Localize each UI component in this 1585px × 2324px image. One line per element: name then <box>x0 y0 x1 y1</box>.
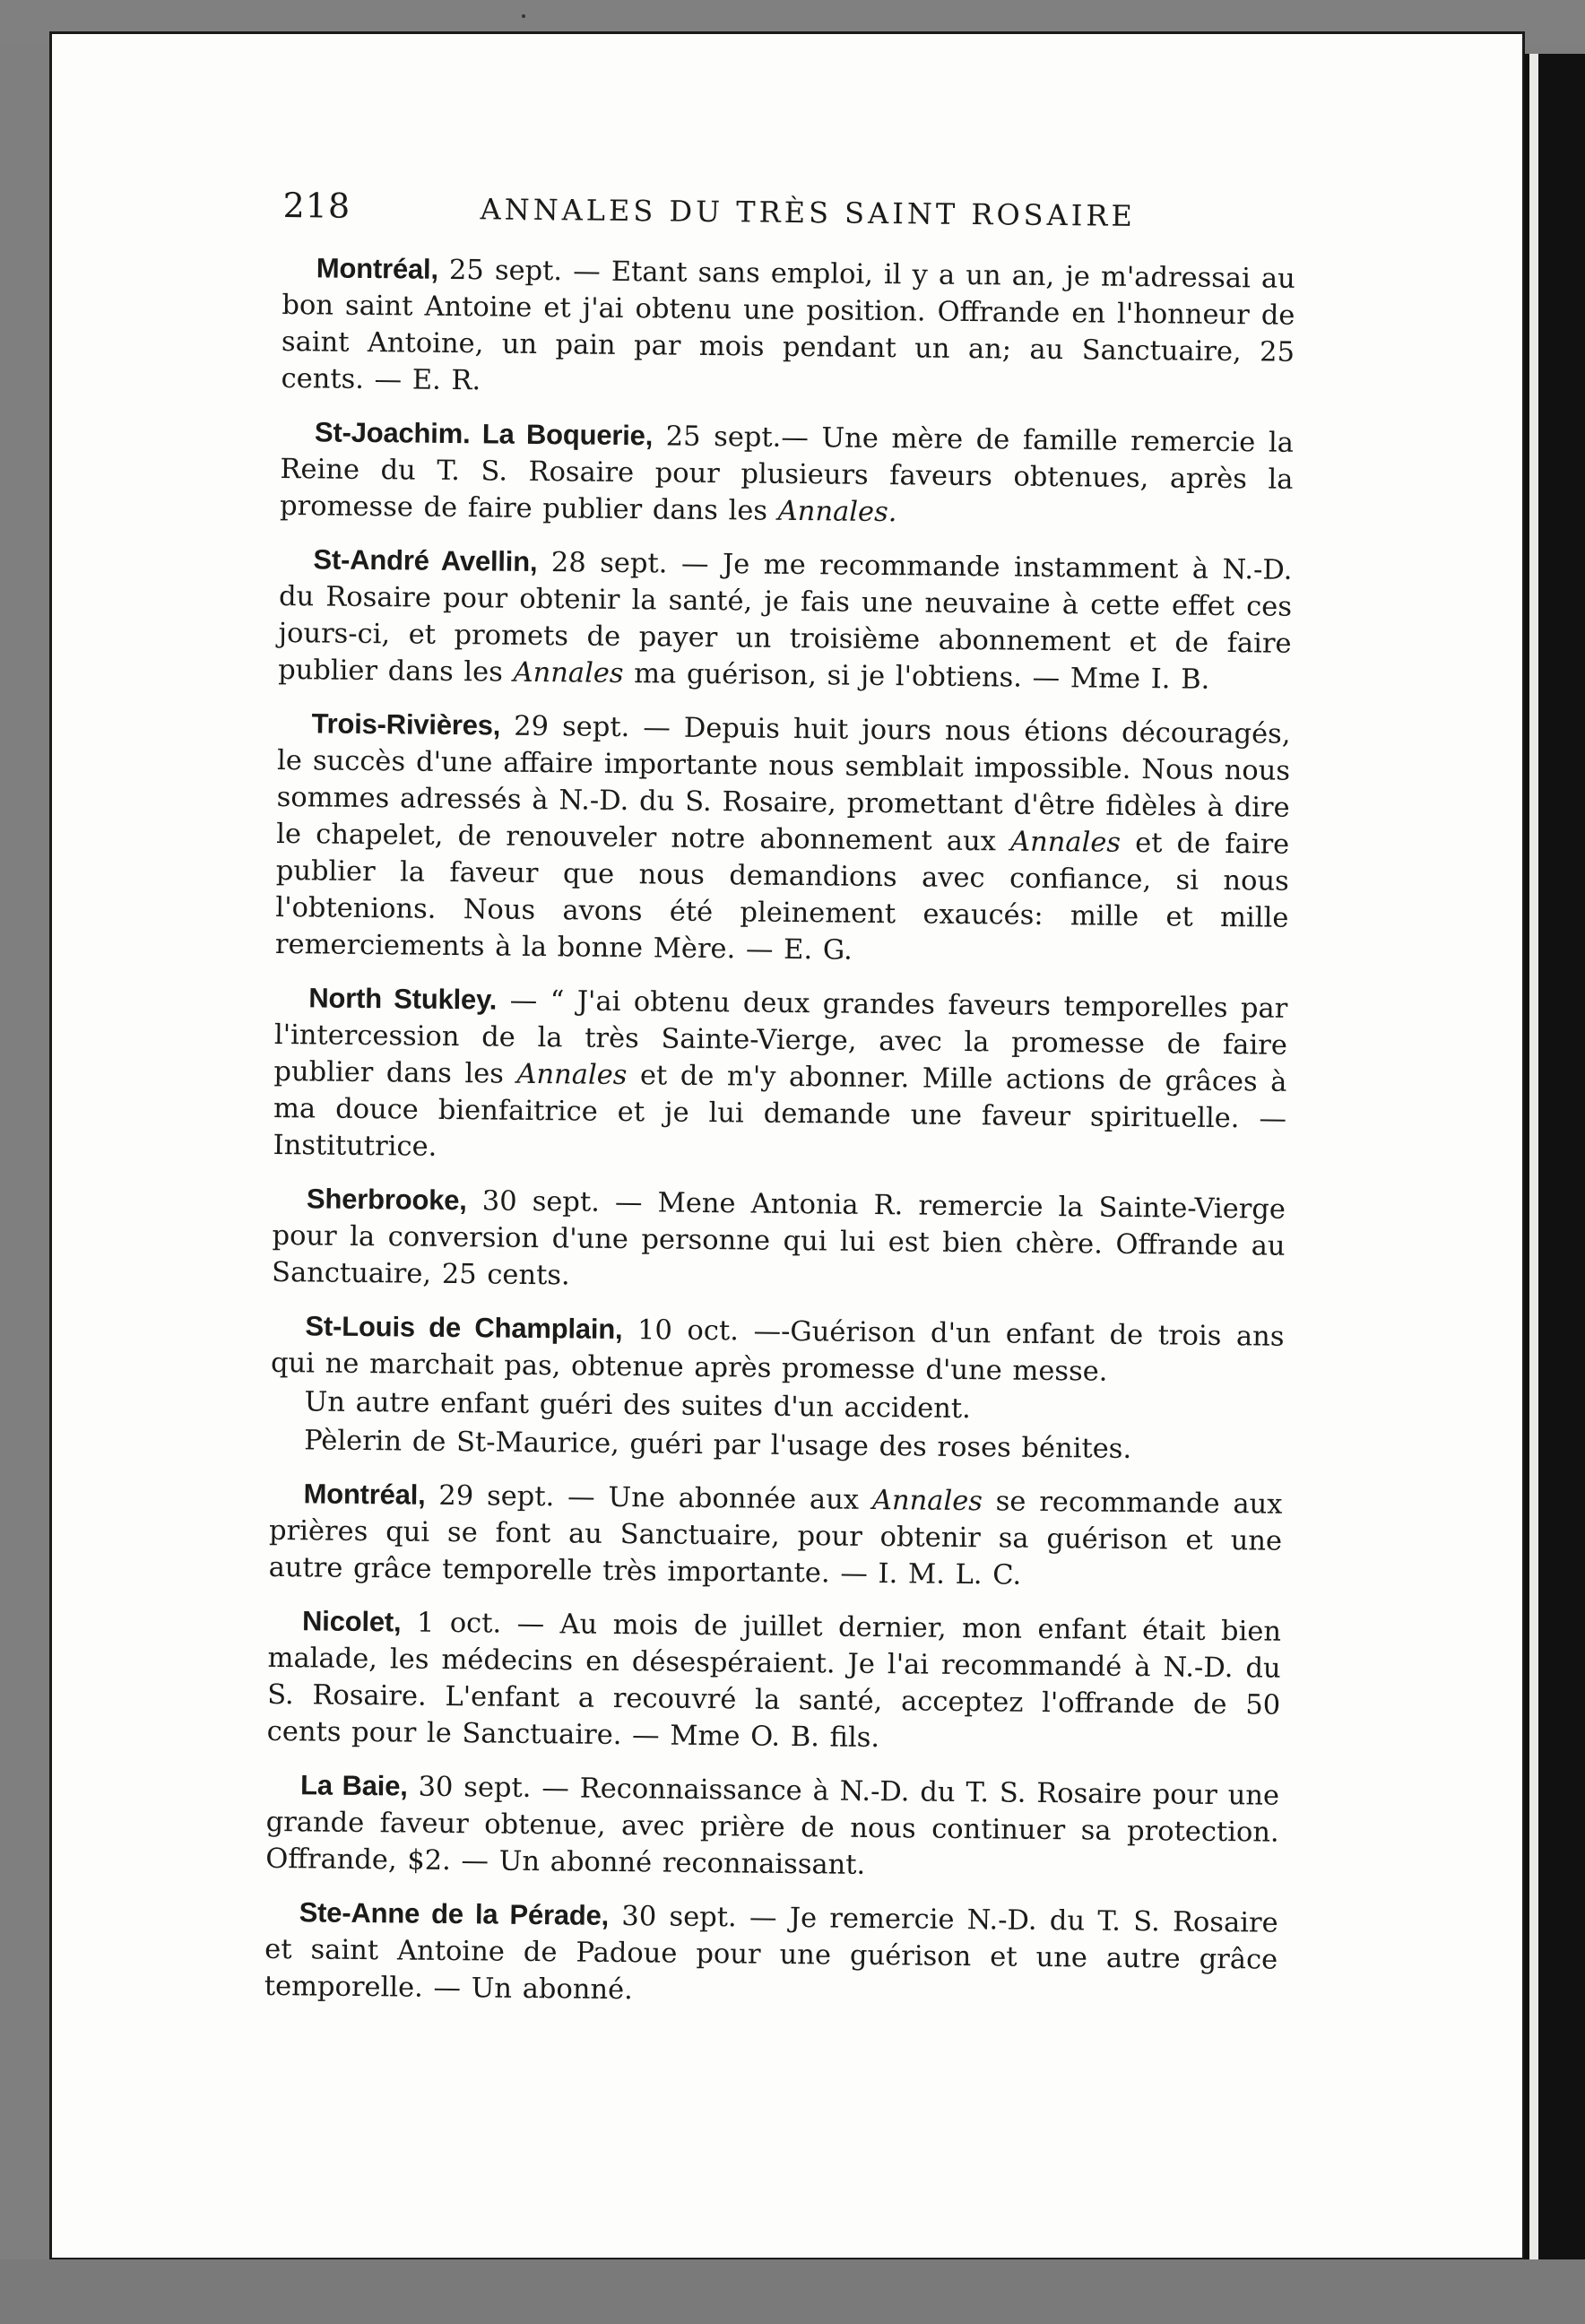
entry-ste-anne-de-la-perade <box>264 1894 1278 2016</box>
entry-nicolet <box>267 1602 1282 1761</box>
entry-st-andre-avellin <box>278 541 1293 699</box>
page-header <box>282 172 1296 255</box>
entry-montreal-2 <box>268 1475 1282 1597</box>
entry-italic-title: Annales <box>871 1484 983 1518</box>
entry-place: St-André Avellin, <box>313 543 538 577</box>
entry-text: 1 oct. — Au mois de juillet dernier, mon enfant était bien malade, les médecins en désespéraient. Je l'ai recommandé à N.-D. du S. Rosaire. L'enfant a recouvré la santé, acceptez l'offrande de 50 cents pour le Sanctuaire. — Mme O. B. fils. <box>266 1607 1282 1755</box>
entry-text: 10 oct. —-Guérison d'un enfant de trois ans qui ne marchait pas, obtenue après promesse d'une messe. <box>270 1314 1285 1388</box>
entry-italic-title: Annales. <box>777 495 897 529</box>
entry-place: Sherbrooke, <box>306 1183 467 1217</box>
entry-sherbrooke <box>272 1180 1286 1302</box>
entry-text: 29 sept. — Depuis huit jours nous étions découragés, le succès d'une affaire importante nous semblait impossible. Nous nous sommes adressés à N.-D. du S. Rosaire, promettant d'être fidèles à dire le chapelet, de renouveler notre abonnement aux <box>276 710 1291 858</box>
entry-place: La Baie, <box>299 1769 408 1802</box>
entry-place: St-Joachim. La Boquerie, <box>314 416 654 452</box>
entry-text: Un autre enfant guéri des suites d'un accident. <box>304 1386 972 1426</box>
entry-north-stukley <box>273 979 1287 1175</box>
entry-italic-title: Annales <box>1009 826 1122 859</box>
entry-st-joachim <box>280 413 1294 535</box>
entry-trois-rivieres <box>275 705 1291 974</box>
entry-place: Montréal, <box>316 252 439 285</box>
entry-place: Montréal, <box>303 1478 426 1511</box>
entry-place: North Stukley. <box>308 982 498 1016</box>
entry-text: 30 sept. — Reconnaissance à N.-D. du T. S. Rosaire pour une grande faveur obtenue, avec prière de nous continuer sa protection. Offrande, $2. — Un abonné reconnaissant. <box>265 1771 1280 1881</box>
running-title: ANNALES DU TRÈS SAINT ROSAIRE <box>480 192 1136 233</box>
entry-text: Pèlerin de St-Maurice, guéri par l'usage des roses bénites. <box>304 1425 1132 1465</box>
page-text-block <box>264 172 1296 2032</box>
entry-text: — “ J'ai obtenu deux grandes faveurs temporelles par l'intercession de la très Sainte-Vierge, avec la promesse de faire publier dans les <box>273 984 1288 1090</box>
entry-text: 25 sept.— Une mère de famille remercie la Reine du T. S. Rosaire pour plusieurs faveurs obtenues, après la promesse de faire publier dans les <box>279 421 1295 527</box>
entry-italic-title: Annales <box>513 656 624 690</box>
entry-text: 30 sept. — Je remercie N.-D. du T. S. Rosaire et saint Antoine de Padoue pour une guérison et une autre grâce temporelle. — Un abonné. <box>264 1900 1278 2007</box>
entry-text: 28 sept. — Je me recommande instamment à N.-D. du Rosaire pour obtenir la santé, je fais une neuvaine à cette effet ces jours-ci, et promets de payer un troisième abonnement et de faire publier dans les <box>277 546 1293 689</box>
entry-text-end: se recommande aux prières qui se font au Sanctuaire, pour obtenir sa guérison et une autre grâce temporelle très importante. — I. M. L. C. <box>268 1486 1283 1591</box>
entry-la-baie <box>265 1766 1279 1888</box>
page-number: 218 <box>282 185 351 226</box>
entry-text-end: ma guérison, si je l'obtiens. — Mme I. B. <box>623 658 1210 696</box>
entry-italic-title: Annales <box>516 1058 628 1092</box>
scan-background-bottom <box>0 2259 1585 2324</box>
entry-montreal-1 <box>281 249 1295 408</box>
entry-text: 30 sept. — Mene Antonia R. remercie la Sainte-Vierge pour la conversion d'une personne qui lui est bien chère. Offrande au Sanctuaire, 25 cents. <box>271 1185 1286 1292</box>
scan-speck <box>522 14 525 18</box>
entry-text-end: et de faire publier la faveur que nous demandions avec confiance, si nous l'obtenions. Nous avons été pleinement exaucés: mille et mille remerciements à la bonne Mère. — E. G. <box>274 827 1290 967</box>
entry-place: Trois-Rivières, <box>311 707 501 741</box>
entry-text: 29 sept. — Une abonnée aux <box>425 1479 873 1516</box>
entry-st-louis-de-champlain <box>271 1307 1285 1392</box>
entry-text-end: et de m'y abonner. Mille actions de grâces à ma douce bienfaitrice et je lui demande une faveur spirituelle. — Institutrice. <box>273 1060 1287 1163</box>
facing-page-margin <box>1529 54 1538 2259</box>
entry-place: Nicolet, <box>301 1605 402 1638</box>
entry-place: Ste-Anne de la Pérade, <box>299 1896 610 1931</box>
entry-place: St-Louis de Champlain, <box>305 1310 623 1346</box>
entry-text: 25 sept. — Etant sans emploi, il y a un an, je m'adressai au bon saint Antoine et j'ai obtenu une position. Offrande en l'honneur de saint Antoine, un pain par mois pendant un an; au Sanctuaire, 25 cents. — E. R. <box>281 254 1295 397</box>
